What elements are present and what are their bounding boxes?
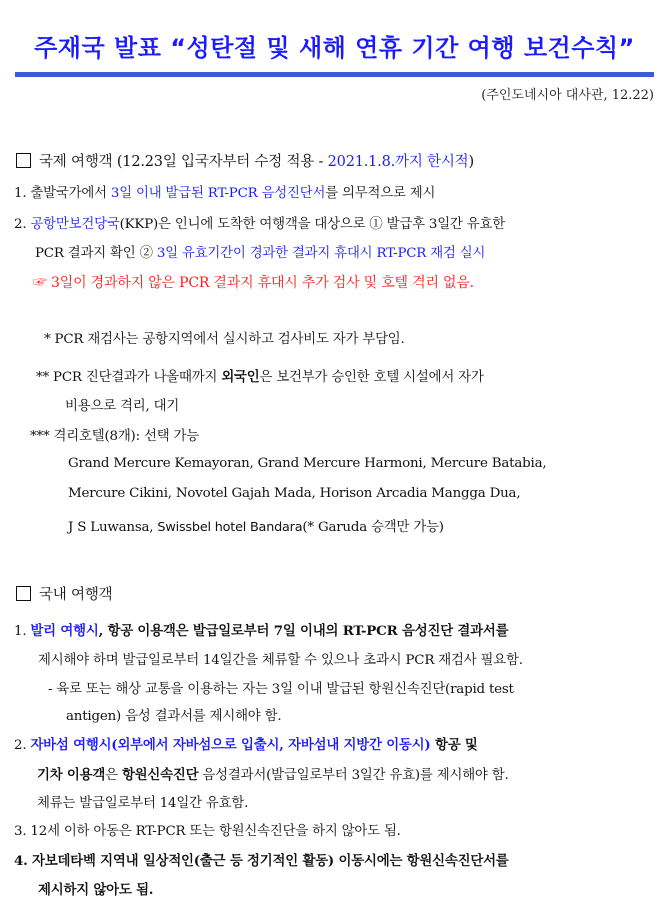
note-2-line2: 비용으로 격리, 대기 [65,399,180,414]
highlight: 기차 이용객 [37,767,106,783]
heading-close: ) [468,154,474,170]
text: J S Luwansa, [68,520,158,535]
text: 은 보건부가 승인한 호텔 시설에서 자가 [259,370,484,385]
dom-item-1-line3: - 육로 또는 해상 교통을 이용하는 자는 3일 이내 발급된 항원신속진단(rapid test [48,682,514,697]
document-title: 주재국 발표 “성탄절 및 새해 연휴 기간 여행 보건수칙” [34,34,635,62]
dom-item-1 [14,620,508,639]
dom-item-2-line3: 체류는 발급일로부터 14일간 유효함. [37,796,249,811]
text: 음성결과서(발급일로부터 3일간 유효)를 제시해야 함. [198,768,509,783]
note-2 [36,366,484,385]
note-1: * PCR 재검사는 공항지역에서 실시하고 검사비도 자가 부담임. [44,332,405,347]
text: 항공 및 [430,737,478,753]
text: PCR 결과지 확인 ② [35,246,157,261]
intl-item-2-line2 [35,242,485,261]
dom-item-1-line4: antigen) 음성 결과서를 제시해야 함. [66,709,282,724]
text: 를 의무적으로 제시 [325,186,436,201]
text: , 항공 이용객은 발급일로부터 7일 이내의 RT-PCR 음성진단 결과서를 [98,623,509,639]
dom-item-2 [14,734,478,753]
title-bar [15,28,654,74]
text: 1. [14,624,31,639]
intl-item-1 [14,182,435,201]
hotels-line-1: Grand Mercure Kemayoran, Grand Mercure Harmoni, Mercure Batabia, [68,456,547,471]
dom-item-4: 4. 자보데타벡 지역내 일상적인(출근 등 정기적인 활동) 이동시에는 항원신속진단서를 [14,853,509,869]
highlight: 항원신속진단 [121,767,199,783]
section-domestic-heading [16,583,112,604]
intl-item-2-line3: ☞ 3일이 경과하지 않은 PCR 결과지 휴대시 추가 검사 및 호텔 격리 없음. [33,275,474,291]
text: ** PCR 진단결과가 나올때까지 [36,370,222,385]
hotels-line-3 [68,516,444,535]
highlight: 외국인 [221,369,260,385]
title-underline [15,72,654,77]
highlight: 공항만보건당국 [30,217,120,232]
heading-deadline: 2021.1.8.까지 한시적 [327,154,469,170]
dom-item-3: 3. 12세 이하 아동은 RT-PCR 또는 항원신속진단을 하지 않아도 됨. [14,824,401,839]
text: (KKP)은 인니에 도착한 여행객을 대상으로 ① 발급후 3일간 유효한 [119,217,505,232]
highlight: 3일 이내 발급된 RT-PCR 음성진단서 [110,186,326,201]
heading-text: 국제 여행객 (12.23일 입국자부터 수정 적용 - [39,154,328,170]
source-note: (주인도네시아 대사관, 12.22) [481,88,654,103]
text: 2. [14,738,31,753]
highlight: 발리 여행시 [30,623,99,639]
intl-item-2 [14,213,505,232]
hotels-line-2: Mercure Cikini, Novotel Gajah Mada, Horison Arcadia Mangga Dua, [68,486,521,501]
text: (* Garuda 승객만 가능) [302,520,444,535]
text: 2. [14,217,31,232]
heading-text: 국내 여행객 [39,587,113,603]
section-international-heading [16,150,474,171]
dom-item-2-line2 [37,764,509,783]
note-3: *** 격리호텔(8개): 선택 가능 [30,429,199,444]
highlight: 3일 유효기간이 경과한 결과지 휴대시 RT-PCR 재검 실시 [156,246,486,261]
highlight: Swissbel hotel Bandara [157,520,303,535]
dom-item-4-line2: 제시하지 않아도 됨. [38,882,154,898]
text: 은 [105,768,122,783]
dom-item-1-line2: 제시해야 하며 발급일로부터 14일간을 체류할 수 있으나 초과시 PCR 재검사 필요함. [38,653,523,668]
highlight: 자바섬 여행시(외부에서 자바섬으로 입출시, 자바섬내 지방간 이동시) [30,737,431,753]
checkbox-icon [16,153,31,168]
text: 1. 출발국가에서 [14,186,111,201]
checkbox-icon [16,586,31,601]
